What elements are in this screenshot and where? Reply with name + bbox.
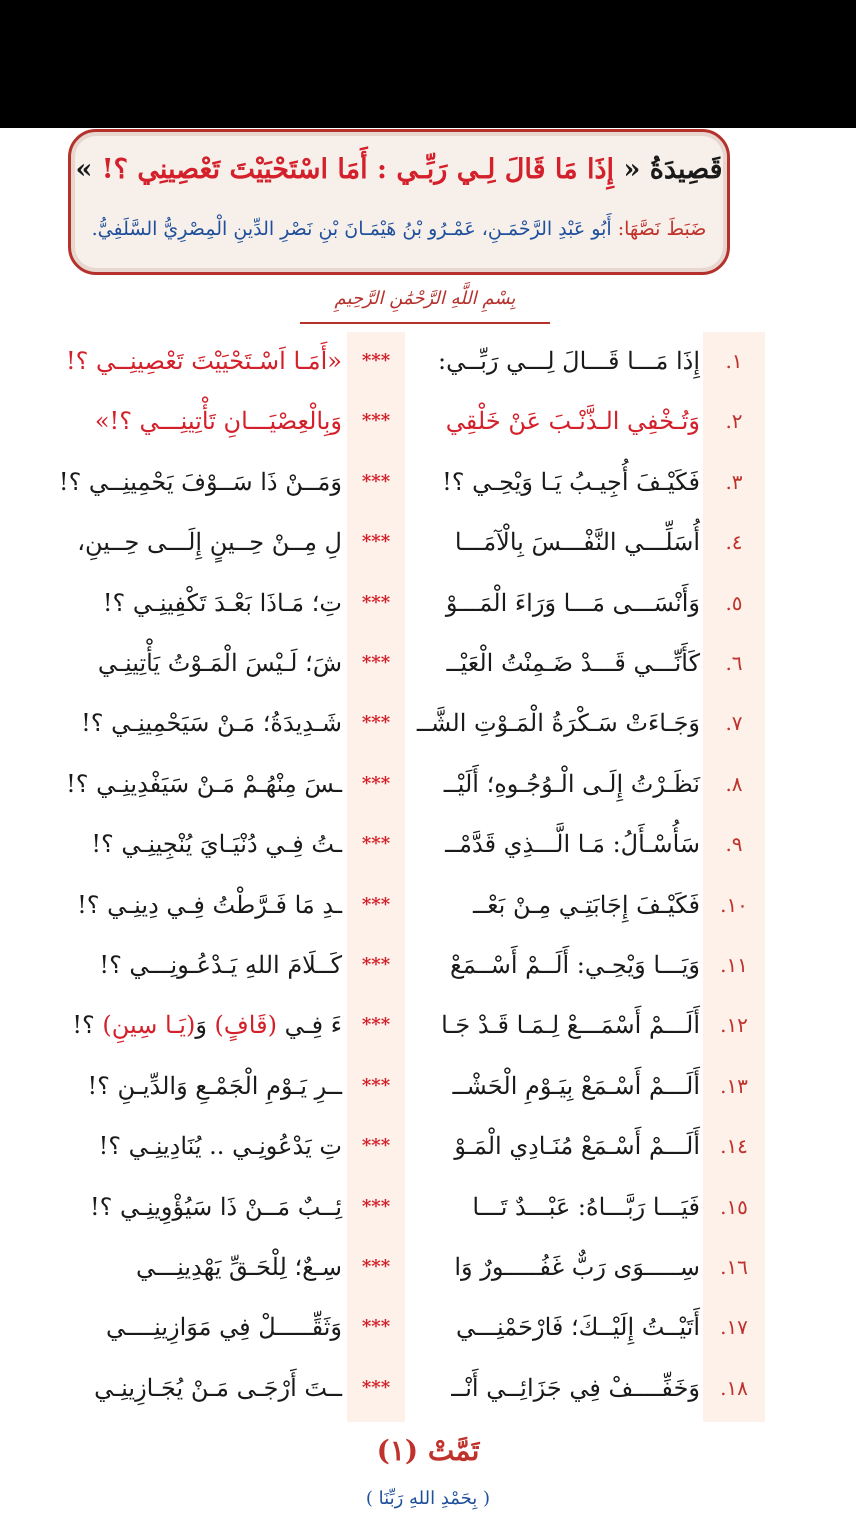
highlighted-surah-name: (يَـا سِينِ) bbox=[102, 1011, 196, 1040]
verse-row bbox=[0, 1238, 856, 1296]
verse-row bbox=[0, 694, 856, 752]
verse-second-hemistich: كَــلَامَ اللهِ يَـدْعُـونِـــي ؟! bbox=[99, 951, 342, 979]
verse-number: ١٧. bbox=[720, 1315, 748, 1340]
verse-row bbox=[0, 574, 856, 632]
verse-separator: *** bbox=[361, 1074, 391, 1096]
verse-second-hemistich: ئِــبٌ مَــنْ ذَا سَيُؤْوِينِـي ؟! bbox=[89, 1192, 342, 1221]
verse-number: ٦. bbox=[725, 651, 743, 675]
verse-row bbox=[0, 1359, 856, 1417]
end-word: تَمَّتْ (١) bbox=[376, 1434, 480, 1467]
title-main: إِذَا مَا قَالَ لِـي رَبِّـي : أَمَا اسْتَحْيَيْتَ تَعْصِينِي ؟! bbox=[101, 154, 615, 185]
verse-separator: *** bbox=[361, 531, 391, 553]
editor-credit bbox=[71, 218, 727, 240]
verse-row bbox=[0, 1178, 856, 1236]
verse-first-hemistich: سِـــــوَى رَبٌّ غَفُـــــورٌ وَا bbox=[454, 1253, 700, 1281]
verse-number: ٩. bbox=[725, 832, 743, 857]
verse-second-hemistich: شَ؛ لَـيْسَ الْمَـوْتُ يَأْتِينِـي bbox=[97, 649, 342, 677]
title-suffix: » bbox=[75, 154, 93, 185]
verse-second-hemistich: ـتُ فِـي دُنْيَـايَ يُنْجِينِـي ؟! bbox=[91, 830, 342, 859]
verse-second-hemistich: ــتَ أَرْجَـى مَـنْ يُجَـازِينِـي bbox=[94, 1373, 342, 1402]
verse-separator: *** bbox=[361, 1256, 391, 1277]
verse-row bbox=[0, 1057, 856, 1115]
verse-first-hemistich: إِذَا مَـــا قَـــالَ لِـــي رَبِّــي: bbox=[438, 347, 700, 375]
verse-number: ٣. bbox=[725, 469, 743, 494]
verse-row bbox=[0, 453, 856, 511]
verse-second-hemistich: شَـدِيدَةُ؛ مَـنْ سَيَحْمِينِـي ؟! bbox=[81, 709, 342, 738]
verse-separator: *** bbox=[361, 833, 391, 855]
verse-first-hemistich: أَلَـــمْ أَسْـمَعْ بِيَـوْمِ الْحَشْــ bbox=[452, 1071, 700, 1100]
verse-row bbox=[0, 513, 856, 571]
verse-second-hemistich: «أَمَـا اَسْـتَحْيَيْتَ تَعْصِينِــي ؟! bbox=[65, 347, 342, 375]
verse-second-hemistich: تِ يَدْعُونِـي .. يُنَادِينِـي ؟! bbox=[98, 1132, 342, 1161]
verse-separator: *** bbox=[361, 893, 391, 915]
verse-row bbox=[0, 634, 856, 692]
verse-separator: *** bbox=[361, 1014, 391, 1036]
verse-separator: *** bbox=[361, 1376, 391, 1398]
verse-second-hemistich: ـدِ مَا فَـرَّطْتُ فِـي دِينِـي ؟! bbox=[77, 890, 342, 919]
verse-second-hemistich: ـسَ مِنْهُـمْ مَـنْ سَيَفْدِينِـي ؟! bbox=[66, 769, 342, 798]
verse-separator: *** bbox=[361, 470, 391, 492]
verse-number: ١٣. bbox=[720, 1073, 748, 1098]
verse-separator: *** bbox=[361, 591, 391, 613]
verse-number: ٨. bbox=[725, 771, 743, 796]
highlighted-surah-name: (قَافٍ) bbox=[214, 1011, 277, 1040]
verse-first-hemistich: وَخَفِّــــفْ فِي جَزَائِــي أَنْــ bbox=[451, 1373, 700, 1402]
verse-number: ١٦. bbox=[720, 1255, 748, 1279]
verse-second-hemistich: سِـعٌ؛ لِلْحَـقِّ يَهْدِينِـــي bbox=[136, 1253, 342, 1281]
verse-first-hemistich: أُسَلِّـــي النَّفْـــسَ بِالْآمَـــا bbox=[454, 528, 700, 557]
verse-second-hemistich: وَمَــنْ ذَا سَــوْفَ يَحْمِينِــي ؟! bbox=[58, 467, 342, 496]
verse-separator: *** bbox=[361, 652, 391, 673]
verse-row bbox=[0, 1117, 856, 1175]
verse-number: ٢. bbox=[725, 409, 743, 434]
verse-separator: *** bbox=[361, 1135, 391, 1157]
editor-label: ضَبَطَ نَصَّهَا: bbox=[617, 218, 707, 240]
verse-first-hemistich: وَتُـخْفِي الـذَّنْـبَ عَنْ خَلْقِي bbox=[445, 407, 700, 436]
verse-first-hemistich: نَظَـرْتُ إِلَـى الْـوُجُـوهِ؛ أَلَيْــ bbox=[443, 769, 700, 798]
closing-praise: ( بِحَمْدِ اللهِ رَبِّنَا ) bbox=[365, 1488, 491, 1509]
verse-first-hemistich: أَلَـــمْ أَسْـمَعْ مُنَـادِي الْمَـوْ bbox=[454, 1132, 700, 1161]
verse-separator: *** bbox=[361, 350, 391, 371]
verse-separator: *** bbox=[361, 772, 391, 794]
verse-first-hemistich: وَأَنْسَـــى مَـــا وَرَاءَ الْمَـــوْ bbox=[445, 588, 700, 617]
verse-number: ٥. bbox=[725, 590, 743, 615]
verse-number: ١٨. bbox=[720, 1375, 748, 1400]
verse-first-hemistich: فَيَـــا رَبَّـــاهُ: عَبْـــدٌ تَـــا bbox=[472, 1192, 700, 1221]
title-frame bbox=[68, 129, 730, 275]
verse-second-hemistich: لِ مِــنْ حِــينٍ إِلَـــى حِــينِ، bbox=[77, 528, 342, 557]
basmala-underline bbox=[300, 322, 550, 324]
basmala-ornament: بِسْمِ اللَّهِ الرَّحْمَٰنِ الرَّحِيمِ bbox=[334, 288, 516, 309]
verse-number: ١٤. bbox=[720, 1134, 748, 1159]
verse-number: ٧. bbox=[725, 711, 743, 736]
verse-first-hemistich: فَكَيْـفَ إِجَابَتِـي مِـنْ بَعْــ bbox=[473, 890, 700, 919]
verse-separator: *** bbox=[361, 1316, 391, 1338]
verse-number: ٤. bbox=[725, 530, 743, 555]
verse-separator: *** bbox=[361, 954, 391, 975]
verse-first-hemistich: كَأَنِّـــي قَـــدْ ضَـمِنْتُ الْعَيْــ bbox=[446, 649, 700, 677]
verse-first-hemistich: سَأُسْـأَلُ: مَـا الَّـــذِي قَدَّمْــ bbox=[445, 830, 700, 859]
verse-separator: *** bbox=[361, 712, 391, 734]
verse-second-hemistich: تِ؛ مَـاذَا بَعْـدَ تَكْفِينِـي ؟! bbox=[102, 588, 342, 617]
verse-row bbox=[0, 755, 856, 813]
editor-name: أَبُو عَبْدِ الرَّحْمَـنِ، عَمْـرُو بْنُ هَيْمَـانَ بْنِ نَصْرِ الدِّينِ الْمِصْرِيُّ السَّلَفِيُّ. bbox=[91, 218, 612, 240]
title-prefix: قَصِيدَةُ « bbox=[623, 154, 723, 185]
verse-number: ١١. bbox=[720, 953, 748, 977]
verse-row bbox=[0, 876, 856, 934]
verse-second-hemistich: وَبِالْعِصْيَـــانِ تَأْتِينِـــي ؟!» bbox=[94, 407, 342, 436]
verse-second-hemistich: ءَ فِـي (قَافٍ) وَ(يَـا سِينِ) ؟! bbox=[72, 1011, 342, 1040]
verse-row bbox=[0, 996, 856, 1054]
verse-first-hemistich: وَيَـــا وَيْحِـي: أَلَــمْ أَسْــمَعْ bbox=[450, 951, 700, 979]
verse-second-hemistich: وَثَقِّـــــلْ فِي مَوَازِينِــــي bbox=[105, 1313, 342, 1342]
verse-number: ١٢. bbox=[720, 1013, 748, 1038]
verse-first-hemistich: وَجَـاءَتْ سَـكْرَةُ الْمَـوْتِ الشَّــ bbox=[416, 709, 700, 738]
verse-row bbox=[0, 815, 856, 873]
verse-first-hemistich: أَلَـــمْ أَسْمَـــعْ لِـمَـا قَـدْ جَـا bbox=[441, 1011, 700, 1040]
verse-row bbox=[0, 332, 856, 390]
verse-row bbox=[0, 1298, 856, 1356]
verse-number: ١. bbox=[725, 349, 743, 373]
verse-second-hemistich: ــرِ يَـوْمِ الْجَمْـعِ وَالدِّيـنِ ؟! bbox=[87, 1071, 342, 1100]
verse-separator: *** bbox=[361, 1195, 391, 1217]
verse-first-hemistich: فَكَيْـفَ أُجِيـبُ يَـا وَيْحِـي ؟! bbox=[442, 467, 700, 496]
top-black-bar bbox=[0, 0, 856, 128]
poem-title bbox=[71, 154, 727, 185]
verse-row bbox=[0, 936, 856, 994]
verse-number: ١٠. bbox=[720, 892, 748, 917]
verse-row bbox=[0, 392, 856, 450]
verse-number: ١٥. bbox=[720, 1194, 748, 1219]
verse-first-hemistich: أَتَيْــتُ إِلَيْــكَ؛ فَارْحَمْنِـــي bbox=[455, 1313, 700, 1342]
verse-separator: *** bbox=[361, 410, 391, 432]
